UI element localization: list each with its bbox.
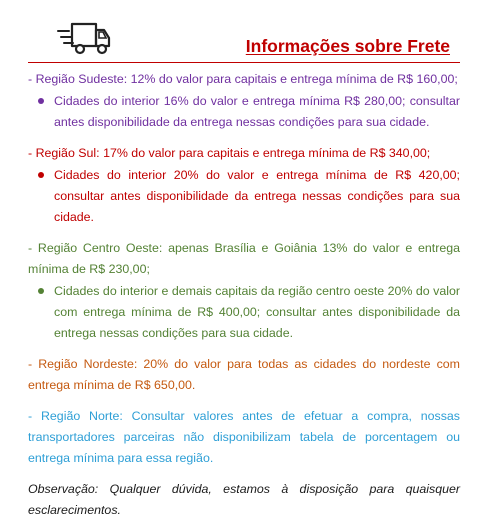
- observation-text: Observação: Qualquer dúvida, estamos à disposição para quaisquer esclarecimentos.: [28, 482, 460, 517]
- section-norte: [28, 406, 460, 469]
- page-title: Informações sobre Frete: [245, 36, 450, 56]
- sul-main-text: - Região Sul: 17% do valor para capitais e entrega mínima de R$ 340,00;: [28, 146, 431, 160]
- page-header: [0, 0, 488, 70]
- sudeste-main-text: - Região Sudeste: 12% do valor para capitais e entrega mínima de R$ 160,00;: [28, 72, 458, 86]
- centro-oeste-main-text: - Região Centro Oeste: apenas Brasília e Goiânia 13% do valor e entrega mínima de R$ 230,00;: [28, 241, 460, 276]
- section-centro-oeste: [28, 238, 460, 344]
- section-nordeste: [28, 354, 460, 396]
- bullet-dot-icon: [38, 98, 44, 104]
- section-sudeste: [28, 69, 460, 133]
- sul-bullet: [28, 165, 460, 228]
- norte-main-text: - Região Norte: Consultar valores antes de efetuar a compra, nossas transportadores parceiras não disponibilizam tabela de porcentagem ou entrega mínima para essa região.: [28, 409, 460, 465]
- bullet-dot-icon: [38, 172, 44, 178]
- centro-oeste-bullet: [28, 281, 460, 344]
- sudeste-bullet: [28, 91, 460, 133]
- nordeste-main-text: - Região Nordeste: 20% do valor para todas as cidades do nordeste com entrega mínima de R$ 650,00.: [28, 357, 460, 392]
- bullet-dot-icon: [38, 288, 44, 294]
- centro-oeste-bullet-text: Cidades do interior e demais capitais da região centro oeste 20% do valor com entrega mínima de R$ 400,00; consultar antes disponibilidade da entrega nessas condições para sua cidade.: [54, 284, 460, 340]
- delivery-truck-icon: [56, 18, 112, 58]
- sul-bullet-text: Cidades do interior 20% do valor e entrega mínima de R$ 420,00; consultar antes disponibilidade da entrega nessas condições para sua cidade.: [54, 168, 460, 224]
- title-divider: [28, 62, 460, 63]
- freight-info: [28, 69, 460, 521]
- sudeste-bullet-text: Cidades do interior 16% do valor e entrega mínima R$ 280,00; consultar antes disponibilidade da entrega nessas condições para sua cidade.: [54, 94, 460, 129]
- section-sul: [28, 143, 460, 228]
